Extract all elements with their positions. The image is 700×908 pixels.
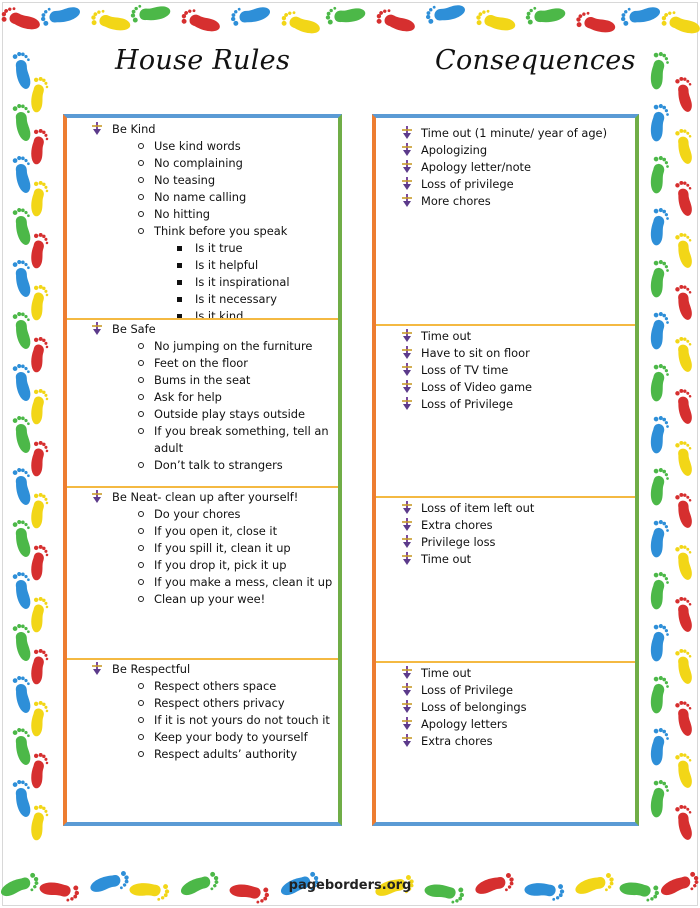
rule-subitem: Is it inspirational xyxy=(195,275,290,289)
circle-bullet-icon xyxy=(138,511,144,517)
section-divider xyxy=(67,318,338,320)
arrow-down-bullet-icon xyxy=(401,682,413,696)
consequence-item: Apology letter/note xyxy=(421,160,532,174)
footprint-icon xyxy=(675,595,696,633)
circle-bullet-icon xyxy=(138,528,144,534)
section-divider xyxy=(67,658,338,660)
section-divider xyxy=(376,324,635,326)
rule-item: If you break something, tell an xyxy=(154,424,329,438)
footprint-icon xyxy=(648,103,671,143)
square-bullet-icon xyxy=(177,280,182,285)
circle-bullet-icon xyxy=(138,545,144,551)
footprint-icon xyxy=(675,647,696,685)
circle-bullet-icon xyxy=(138,228,144,234)
arrow-down-bullet-icon xyxy=(401,142,413,156)
footprint-icon xyxy=(675,179,696,217)
consequence-item: Apologizing xyxy=(421,143,488,157)
footprint-icon xyxy=(12,102,35,142)
rule-item: Respect others space xyxy=(154,679,277,693)
rule-item: No hitting xyxy=(154,207,211,221)
rule-subitem: Is it kind xyxy=(195,309,244,323)
rule-item: No name calling xyxy=(154,190,247,204)
rule-subitem: Is it true xyxy=(195,241,243,255)
footprint-icon xyxy=(575,9,618,36)
consequence-item: Have to sit on floor xyxy=(421,346,530,360)
arrow-down-bullet-icon xyxy=(401,716,413,730)
footprint-icon xyxy=(675,699,696,737)
footprint-icon xyxy=(28,284,49,322)
footprint-icon xyxy=(648,155,671,195)
footprint-icon xyxy=(12,466,35,506)
consequence-item: Loss of belongings xyxy=(421,700,527,714)
footprint-icon xyxy=(648,415,671,455)
rule-item-continued: adult xyxy=(154,441,184,455)
consequence-section xyxy=(376,496,635,661)
consequence-item: Time out xyxy=(421,329,472,343)
consequence-item: Extra chores xyxy=(421,518,493,532)
rule-item: Respect others privacy xyxy=(154,696,285,710)
rule-item: Use kind words xyxy=(154,139,241,153)
consequence-item: Loss of Privilege xyxy=(421,397,514,411)
footprint-icon xyxy=(12,778,35,818)
consequence-section xyxy=(376,661,635,822)
arrow-down-bullet-icon xyxy=(401,699,413,713)
footprint-icon xyxy=(179,6,222,36)
footprint-icon xyxy=(12,622,35,662)
arrow-down-bullet-icon xyxy=(91,661,103,675)
rule-item: Outside play stays outside xyxy=(154,407,306,421)
arrow-down-bullet-icon xyxy=(401,396,413,410)
footprint-icon xyxy=(675,751,696,789)
footprint-icon xyxy=(648,623,671,663)
section-divider xyxy=(67,486,338,488)
rule-item: Respect adults’ authority xyxy=(154,747,298,761)
circle-bullet-icon xyxy=(138,377,144,383)
footprint-icon xyxy=(675,803,696,841)
circle-bullet-icon xyxy=(138,734,144,740)
circle-bullet-icon xyxy=(138,143,144,149)
section-divider xyxy=(376,496,635,498)
footprint-icon xyxy=(229,3,271,27)
circle-bullet-icon xyxy=(138,360,144,366)
rule-item: Feet on the floor xyxy=(154,356,248,370)
consequence-item: Extra chores xyxy=(421,734,493,748)
footprint-icon xyxy=(648,467,671,507)
footprint-icon xyxy=(12,414,35,454)
footprint-icon xyxy=(648,519,671,559)
arrow-down-bullet-icon xyxy=(401,551,413,565)
footprint-icon xyxy=(525,4,566,25)
circle-bullet-icon xyxy=(138,700,144,706)
circle-bullet-icon xyxy=(138,394,144,400)
arrow-down-bullet-icon xyxy=(401,733,413,747)
circle-bullet-icon xyxy=(138,177,144,183)
rule-section xyxy=(67,118,338,323)
footprint-icon xyxy=(28,596,49,634)
rule-item: If you make a mess, clean it up xyxy=(154,575,333,589)
footprint-icon xyxy=(90,7,133,34)
footprint-icon xyxy=(648,779,671,819)
consequence-section xyxy=(376,324,635,496)
footprint-icon xyxy=(675,127,696,165)
rule-item: Clean up your wee! xyxy=(154,592,266,606)
footprint-icon xyxy=(619,3,661,27)
footprint-icon xyxy=(39,3,81,27)
consequence-item: Time out (1 minute/ year of age) xyxy=(421,126,608,140)
consequence-item: Loss of TV time xyxy=(421,363,509,377)
arrow-down-bullet-icon xyxy=(401,125,413,139)
arrow-down-bullet-icon xyxy=(401,517,413,531)
rule-section xyxy=(67,486,338,658)
rule-title: Be Respectful xyxy=(112,662,191,676)
footprint-icon xyxy=(28,76,49,114)
consequence-item: Apology letters xyxy=(421,717,508,731)
footprint-icon xyxy=(675,387,696,425)
arrow-down-bullet-icon xyxy=(401,176,413,190)
footprint-icon xyxy=(675,439,696,477)
rule-subitem: Is it helpful xyxy=(195,258,259,272)
footprint-icon xyxy=(675,75,696,113)
rule-item: Do your chores xyxy=(154,507,241,521)
arrow-down-bullet-icon xyxy=(91,321,103,335)
footer-brand: pageborders.org xyxy=(288,878,412,893)
arrow-down-bullet-icon xyxy=(401,159,413,173)
circle-bullet-icon xyxy=(138,596,144,602)
circle-bullet-icon xyxy=(138,343,144,349)
footprint-icon xyxy=(648,259,671,299)
circle-bullet-icon xyxy=(138,211,144,217)
arrow-down-bullet-icon xyxy=(401,534,413,548)
footprint-icon xyxy=(648,571,671,611)
house-rules-panel xyxy=(63,114,342,826)
footprint-icon xyxy=(675,543,696,581)
section-divider xyxy=(376,661,635,663)
rule-item: Bums in the seat xyxy=(154,373,251,387)
footprint-icon xyxy=(12,362,35,402)
consequence-section xyxy=(376,118,635,324)
rule-item: Ask for help xyxy=(154,390,222,404)
rule-section xyxy=(67,318,338,486)
footprint-icon xyxy=(648,311,671,351)
footprint-icon xyxy=(28,128,49,166)
circle-bullet-icon xyxy=(138,751,144,757)
rule-item: Don’t talk to strangers xyxy=(154,458,283,472)
consequence-item: Time out xyxy=(421,552,472,566)
footprint-icon xyxy=(675,283,696,321)
rule-item: No jumping on the furniture xyxy=(154,339,313,353)
rule-subitem: Is it necessary xyxy=(195,292,277,306)
footprint-icon xyxy=(12,726,35,766)
consequence-item: Loss of privilege xyxy=(421,177,514,191)
rule-item: If it is not yours do not touch it xyxy=(154,713,330,727)
circle-bullet-icon xyxy=(138,462,144,468)
consequence-item: Loss of item left out xyxy=(421,501,535,515)
square-bullet-icon xyxy=(177,246,182,251)
footprint-icon xyxy=(648,207,671,247)
footprint-icon xyxy=(12,570,35,610)
footprint-icon xyxy=(675,335,696,373)
footprint-icon xyxy=(28,336,49,374)
footprint-icon xyxy=(648,675,671,715)
rule-title: Be Safe xyxy=(112,322,156,336)
consequences-heading: Consequences xyxy=(435,45,636,76)
footprint-icon xyxy=(12,206,35,246)
rule-title: Be Neat- clean up after yourself! xyxy=(112,490,299,504)
rule-item: If you spill it, clean it up xyxy=(154,541,291,555)
arrow-down-bullet-icon xyxy=(401,665,413,679)
footprint-icon xyxy=(130,2,171,23)
footprint-icon xyxy=(28,648,49,686)
circle-bullet-icon xyxy=(138,683,144,689)
rule-section xyxy=(67,658,338,822)
footprint-icon xyxy=(12,50,35,90)
circle-bullet-icon xyxy=(138,717,144,723)
circle-bullet-icon xyxy=(138,411,144,417)
footprint-icon xyxy=(325,4,366,25)
rule-item: Keep your body to yourself xyxy=(154,730,308,744)
footprint-icon xyxy=(648,363,671,403)
footprint-icon xyxy=(28,232,49,270)
consequences-panel xyxy=(372,114,639,826)
footprint-icon xyxy=(28,440,49,478)
footprint-icon xyxy=(28,804,49,842)
rule-item: If you open it, close it xyxy=(154,524,278,538)
footprint-icon xyxy=(475,7,518,34)
footprint-icon xyxy=(279,8,322,38)
square-bullet-icon xyxy=(177,297,182,302)
rule-item: No complaining xyxy=(154,156,243,170)
footprint-icon xyxy=(12,518,35,558)
arrow-down-bullet-icon xyxy=(401,500,413,514)
footprint-icon xyxy=(12,674,35,714)
rule-item: No teasing xyxy=(154,173,216,187)
footprint-icon xyxy=(12,258,35,298)
footprint-icon xyxy=(12,154,35,194)
circle-bullet-icon xyxy=(138,160,144,166)
circle-bullet-icon xyxy=(138,579,144,585)
arrow-down-bullet-icon xyxy=(401,379,413,393)
arrow-down-bullet-icon xyxy=(401,193,413,207)
circle-bullet-icon xyxy=(138,562,144,568)
arrow-down-bullet-icon xyxy=(401,328,413,342)
arrow-down-bullet-icon xyxy=(401,362,413,376)
footprint-icon xyxy=(648,51,671,91)
arrow-down-bullet-icon xyxy=(91,489,103,503)
arrow-down-bullet-icon xyxy=(401,345,413,359)
footprint-icon xyxy=(28,544,49,582)
rule-item: If you drop it, pick it up xyxy=(154,558,287,572)
footprint-icon xyxy=(659,8,700,38)
footprint-icon xyxy=(0,4,43,34)
footprint-icon xyxy=(28,492,49,530)
footprint-icon xyxy=(675,491,696,529)
footprint-icon xyxy=(424,1,466,25)
circle-bullet-icon xyxy=(138,194,144,200)
footprint-icon xyxy=(28,388,49,426)
footprint-icon xyxy=(648,727,671,767)
footprint-icon xyxy=(12,310,35,350)
rule-item: Think before you speak xyxy=(154,224,288,238)
consequence-item: More chores xyxy=(421,194,491,208)
footprint-icon xyxy=(28,700,49,738)
footprint-icon xyxy=(28,180,49,218)
consequence-item: Loss of Privilege xyxy=(421,683,514,697)
rule-title: Be Kind xyxy=(112,122,156,136)
footprint-icon xyxy=(374,6,417,36)
consequence-item: Loss of Video game xyxy=(421,380,533,394)
consequence-item: Privilege loss xyxy=(421,535,496,549)
footprint-icon xyxy=(28,752,49,790)
footprint-icon xyxy=(675,231,696,269)
arrow-down-bullet-icon xyxy=(91,121,103,135)
circle-bullet-icon xyxy=(138,428,144,434)
house-rules-heading: House Rules xyxy=(115,45,291,76)
square-bullet-icon xyxy=(177,263,182,268)
consequence-item: Time out xyxy=(421,666,472,680)
